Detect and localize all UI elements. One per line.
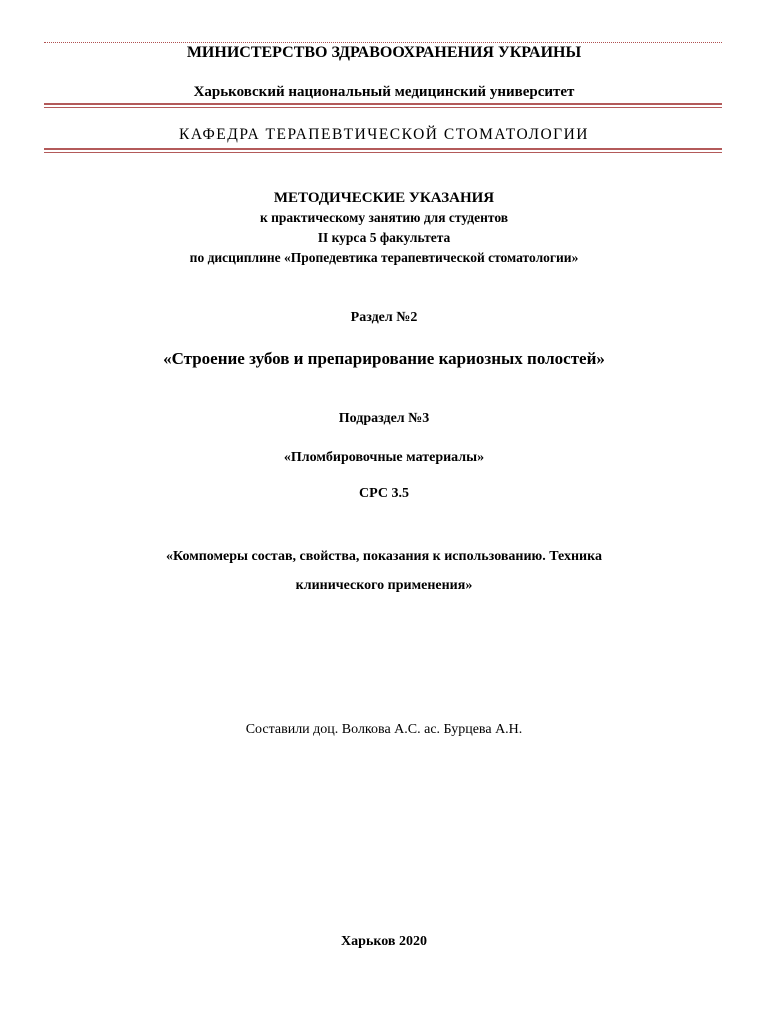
document-title: МЕТОДИЧЕСКИЕ УКАЗАНИЯ bbox=[273, 190, 495, 206]
topic-line-1: «Компомеры состав, свойства, показания к использованию. Техника bbox=[166, 549, 602, 564]
top-dotted-rule bbox=[44, 42, 722, 43]
header-rule-upper bbox=[44, 103, 722, 108]
university-name: Харьковский национальный медицинский университет bbox=[193, 84, 575, 100]
src-label: СРС 3.5 bbox=[359, 486, 409, 501]
department-name: КАФЕДРА ТЕРАПЕВТИЧЕСКОЙ СТОМАТОЛОГИИ bbox=[178, 126, 589, 143]
document-subtitle-line-1: к практическому занятию для студентов bbox=[259, 210, 509, 225]
document-subtitle-line-3: по дисциплине «Пропедевтика терапевтической стоматологии» bbox=[189, 250, 579, 265]
subsection-label: Подраздел №3 bbox=[338, 411, 430, 426]
document-subtitle-line-2: II курса 5 факультета bbox=[317, 230, 451, 245]
section-label: Раздел №2 bbox=[350, 310, 418, 325]
ministry-name: МИНИСТЕРСТВО ЗДРАВООХРАНЕНИЯ УКРАИНЫ bbox=[186, 44, 582, 61]
section-title: «Строение зубов и препарирование кариозных полостей» bbox=[163, 349, 605, 368]
topic-line-2: клинического применения» bbox=[295, 578, 473, 593]
authors: Составили доц. Волкова А.С. ас. Бурцева А.Н. bbox=[245, 722, 523, 737]
subsection-title: «Пломбировочные материалы» bbox=[283, 450, 485, 465]
city-year: Харьков 2020 bbox=[341, 934, 427, 949]
header-rule-lower bbox=[44, 148, 722, 153]
